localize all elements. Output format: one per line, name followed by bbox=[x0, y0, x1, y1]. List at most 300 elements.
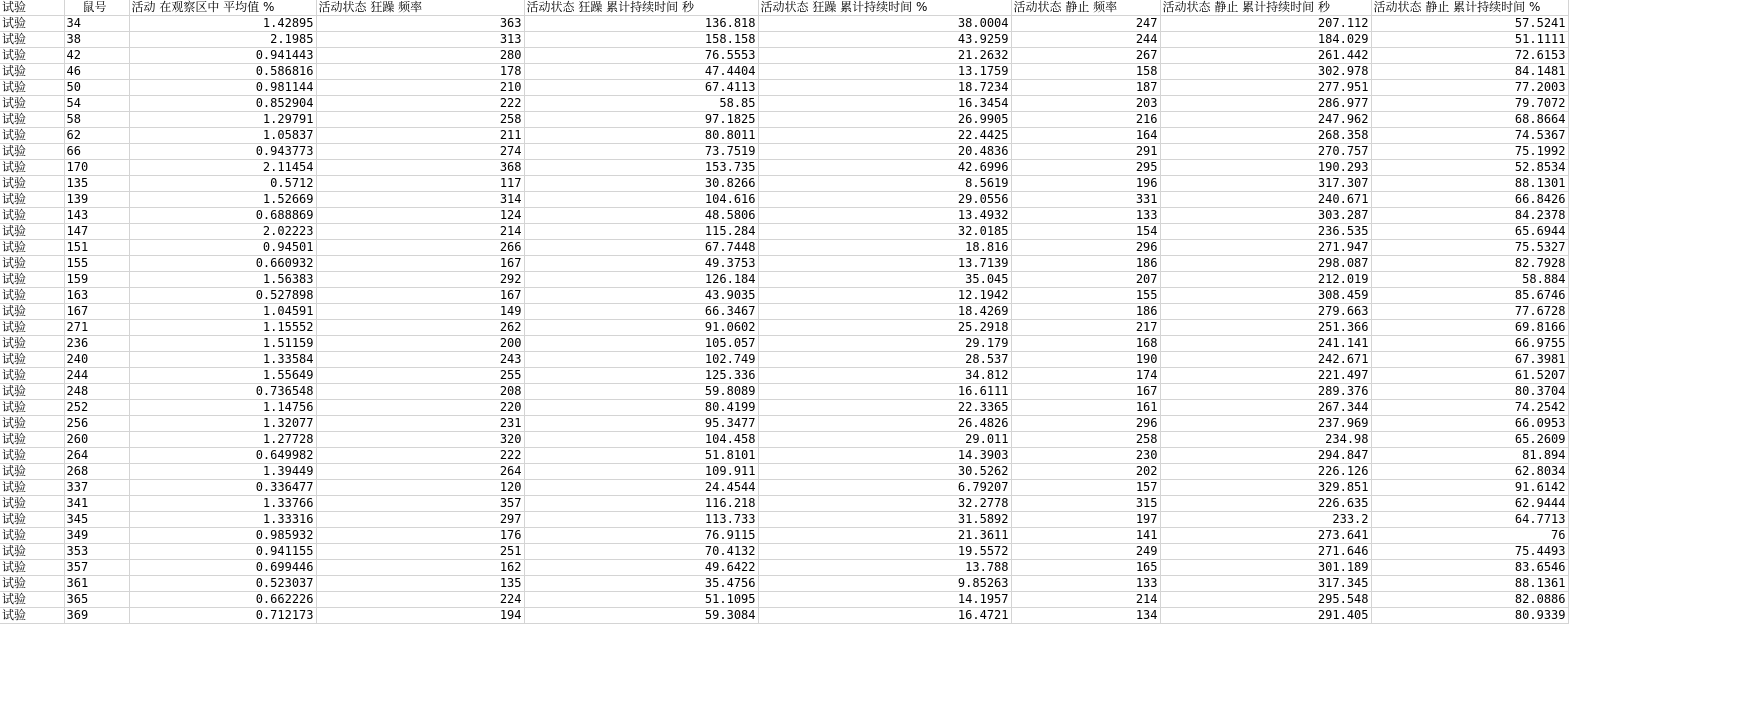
cell-group[interactable]: 试验 bbox=[0, 496, 64, 512]
cell-value[interactable]: 167 bbox=[316, 288, 524, 304]
cell-group[interactable]: 试验 bbox=[0, 16, 64, 32]
cell-mouse-id[interactable] bbox=[64, 240, 129, 256]
cell-value[interactable]: 80.4199 bbox=[524, 400, 758, 416]
cell-value[interactable]: 51.1111 bbox=[1371, 32, 1568, 48]
cell-group[interactable]: 试验 bbox=[0, 64, 64, 80]
cell-value[interactable]: 24.4544 bbox=[524, 480, 758, 496]
cell-value[interactable]: 1.56383 bbox=[129, 272, 316, 288]
cell-value[interactable]: 243 bbox=[316, 352, 524, 368]
cell-mouse-id[interactable] bbox=[64, 384, 129, 400]
cell-value[interactable]: 207.112 bbox=[1160, 16, 1371, 32]
cell-value[interactable]: 211 bbox=[316, 128, 524, 144]
cell-value[interactable]: 126.184 bbox=[524, 272, 758, 288]
cell-value[interactable]: 197 bbox=[1011, 512, 1160, 528]
cell-value[interactable]: 258 bbox=[1011, 432, 1160, 448]
cell-value[interactable]: 280 bbox=[316, 48, 524, 64]
cell-value[interactable]: 214 bbox=[1011, 592, 1160, 608]
cell-value[interactable]: 22.4425 bbox=[758, 128, 1011, 144]
cell-value[interactable]: 42.6996 bbox=[758, 160, 1011, 176]
cell-value[interactable]: 29.011 bbox=[758, 432, 1011, 448]
cell-value[interactable]: 196 bbox=[1011, 176, 1160, 192]
cell-value[interactable]: 75.5327 bbox=[1371, 240, 1568, 256]
cell-mouse-id[interactable] bbox=[64, 464, 129, 480]
cell-value[interactable]: 30.5262 bbox=[758, 464, 1011, 480]
cell-value[interactable]: 291.405 bbox=[1160, 608, 1371, 624]
cell-group[interactable]: 试验 bbox=[0, 384, 64, 400]
cell-value[interactable]: 295 bbox=[1011, 160, 1160, 176]
cell-value[interactable]: 135 bbox=[316, 576, 524, 592]
cell-value[interactable]: 82.7928 bbox=[1371, 256, 1568, 272]
cell-value[interactable]: 216 bbox=[1011, 112, 1160, 128]
cell-value[interactable]: 242.671 bbox=[1160, 352, 1371, 368]
cell-value[interactable]: 158.158 bbox=[524, 32, 758, 48]
cell-value[interactable]: 65.6944 bbox=[1371, 224, 1568, 240]
cell-value[interactable]: 66.3467 bbox=[524, 304, 758, 320]
cell-value[interactable]: 154 bbox=[1011, 224, 1160, 240]
cell-group[interactable]: 试验 bbox=[0, 544, 64, 560]
cell-value[interactable]: 202 bbox=[1011, 464, 1160, 480]
cell-value[interactable]: 178 bbox=[316, 64, 524, 80]
cell-value[interactable]: 262 bbox=[316, 320, 524, 336]
cell-value[interactable]: 1.52669 bbox=[129, 192, 316, 208]
cell-value[interactable]: 190 bbox=[1011, 352, 1160, 368]
cell-value[interactable]: 222 bbox=[316, 96, 524, 112]
cell-value[interactable]: 1.33766 bbox=[129, 496, 316, 512]
cell-mouse-id[interactable] bbox=[64, 144, 129, 160]
cell-value[interactable]: 67.7448 bbox=[524, 240, 758, 256]
cell-value[interactable]: 286.977 bbox=[1160, 96, 1371, 112]
cell-group[interactable]: 试验 bbox=[0, 176, 64, 192]
cell-value[interactable]: 83.6546 bbox=[1371, 560, 1568, 576]
cell-value[interactable]: 224 bbox=[316, 592, 524, 608]
cell-value[interactable]: 220 bbox=[316, 400, 524, 416]
cell-value[interactable]: 1.14756 bbox=[129, 400, 316, 416]
cell-mouse-id[interactable] bbox=[64, 48, 129, 64]
cell-value[interactable]: 18.816 bbox=[758, 240, 1011, 256]
cell-value[interactable]: 75.1992 bbox=[1371, 144, 1568, 160]
cell-value[interactable]: 13.7139 bbox=[758, 256, 1011, 272]
cell-value[interactable]: 165 bbox=[1011, 560, 1160, 576]
cell-value[interactable]: 133 bbox=[1011, 208, 1160, 224]
cell-value[interactable]: 75.4493 bbox=[1371, 544, 1568, 560]
cell-value[interactable]: 234.98 bbox=[1160, 432, 1371, 448]
cell-value[interactable]: 247 bbox=[1011, 16, 1160, 32]
cell-value[interactable]: 296 bbox=[1011, 240, 1160, 256]
cell-group[interactable]: 试验 bbox=[0, 48, 64, 64]
cell-value[interactable]: 297 bbox=[316, 512, 524, 528]
cell-value[interactable]: 295.548 bbox=[1160, 592, 1371, 608]
cell-value[interactable]: 84.2378 bbox=[1371, 208, 1568, 224]
cell-mouse-id[interactable] bbox=[64, 208, 129, 224]
cell-value[interactable]: 258 bbox=[316, 112, 524, 128]
cell-value[interactable]: 279.663 bbox=[1160, 304, 1371, 320]
cell-value[interactable]: 268.358 bbox=[1160, 128, 1371, 144]
cell-value[interactable]: 267 bbox=[1011, 48, 1160, 64]
cell-value[interactable]: 19.5572 bbox=[758, 544, 1011, 560]
cell-group[interactable]: 试验 bbox=[0, 432, 64, 448]
column-header[interactable]: 活动状态 狂躁 累计持续时间 秒 bbox=[524, 0, 758, 16]
cell-value[interactable]: 59.8089 bbox=[524, 384, 758, 400]
cell-value[interactable]: 1.33584 bbox=[129, 352, 316, 368]
cell-value[interactable]: 2.02223 bbox=[129, 224, 316, 240]
cell-group[interactable]: 试验 bbox=[0, 352, 64, 368]
cell-value[interactable]: 308.459 bbox=[1160, 288, 1371, 304]
cell-value[interactable]: 217 bbox=[1011, 320, 1160, 336]
cell-value[interactable]: 58.85 bbox=[524, 96, 758, 112]
cell-value[interactable]: 0.527898 bbox=[129, 288, 316, 304]
cell-value[interactable]: 0.523037 bbox=[129, 576, 316, 592]
cell-value[interactable]: 62.8034 bbox=[1371, 464, 1568, 480]
column-header[interactable]: 试验 bbox=[0, 0, 64, 16]
cell-value[interactable]: 80.9339 bbox=[1371, 608, 1568, 624]
cell-value[interactable]: 266 bbox=[316, 240, 524, 256]
cell-value[interactable]: 298.087 bbox=[1160, 256, 1371, 272]
cell-value[interactable]: 72.6153 bbox=[1371, 48, 1568, 64]
cell-value[interactable]: 66.0953 bbox=[1371, 416, 1568, 432]
cell-value[interactable]: 49.3753 bbox=[524, 256, 758, 272]
cell-group[interactable]: 试验 bbox=[0, 416, 64, 432]
cell-group[interactable]: 试验 bbox=[0, 144, 64, 160]
cell-value[interactable]: 212.019 bbox=[1160, 272, 1371, 288]
cell-value[interactable]: 64.7713 bbox=[1371, 512, 1568, 528]
cell-value[interactable]: 0.649982 bbox=[129, 448, 316, 464]
cell-value[interactable]: 141 bbox=[1011, 528, 1160, 544]
cell-value[interactable]: 167 bbox=[1011, 384, 1160, 400]
cell-value[interactable]: 2.1985 bbox=[129, 32, 316, 48]
cell-value[interactable]: 97.1825 bbox=[524, 112, 758, 128]
cell-value[interactable]: 271.646 bbox=[1160, 544, 1371, 560]
cell-value[interactable]: 52.8534 bbox=[1371, 160, 1568, 176]
cell-group[interactable]: 试验 bbox=[0, 192, 64, 208]
cell-group[interactable]: 试验 bbox=[0, 576, 64, 592]
cell-mouse-id[interactable] bbox=[64, 432, 129, 448]
cell-value[interactable]: 34.812 bbox=[758, 368, 1011, 384]
column-header[interactable]: 活动状态 静止 累计持续时间 秒 bbox=[1160, 0, 1371, 16]
cell-value[interactable]: 244 bbox=[1011, 32, 1160, 48]
cell-value[interactable]: 8.5619 bbox=[758, 176, 1011, 192]
cell-value[interactable]: 368 bbox=[316, 160, 524, 176]
cell-value[interactable]: 0.712173 bbox=[129, 608, 316, 624]
cell-group[interactable]: 试验 bbox=[0, 400, 64, 416]
cell-mouse-id[interactable] bbox=[64, 528, 129, 544]
cell-group[interactable]: 试验 bbox=[0, 128, 64, 144]
cell-value[interactable]: 16.4721 bbox=[758, 608, 1011, 624]
cell-mouse-id[interactable] bbox=[64, 160, 129, 176]
cell-value[interactable]: 26.4826 bbox=[758, 416, 1011, 432]
cell-value[interactable]: 14.3903 bbox=[758, 448, 1011, 464]
cell-value[interactable]: 289.376 bbox=[1160, 384, 1371, 400]
cell-value[interactable]: 113.733 bbox=[524, 512, 758, 528]
cell-value[interactable]: 226.126 bbox=[1160, 464, 1371, 480]
cell-value[interactable]: 62.9444 bbox=[1371, 496, 1568, 512]
cell-value[interactable]: 13.4932 bbox=[758, 208, 1011, 224]
cell-value[interactable]: 0.336477 bbox=[129, 480, 316, 496]
cell-value[interactable]: 363 bbox=[316, 16, 524, 32]
cell-value[interactable]: 51.1095 bbox=[524, 592, 758, 608]
cell-value[interactable]: 66.8426 bbox=[1371, 192, 1568, 208]
cell-value[interactable]: 18.4269 bbox=[758, 304, 1011, 320]
cell-value[interactable]: 91.0602 bbox=[524, 320, 758, 336]
cell-value[interactable]: 68.8664 bbox=[1371, 112, 1568, 128]
cell-value[interactable]: 184.029 bbox=[1160, 32, 1371, 48]
cell-mouse-id[interactable] bbox=[64, 112, 129, 128]
cell-value[interactable]: 0.943773 bbox=[129, 144, 316, 160]
cell-value[interactable]: 155 bbox=[1011, 288, 1160, 304]
cell-value[interactable]: 203 bbox=[1011, 96, 1160, 112]
cell-value[interactable]: 176 bbox=[316, 528, 524, 544]
cell-value[interactable]: 251 bbox=[316, 544, 524, 560]
cell-mouse-id[interactable] bbox=[64, 32, 129, 48]
cell-value[interactable]: 12.1942 bbox=[758, 288, 1011, 304]
cell-mouse-id[interactable] bbox=[64, 320, 129, 336]
cell-group[interactable]: 试验 bbox=[0, 32, 64, 48]
cell-value[interactable]: 51.8101 bbox=[524, 448, 758, 464]
cell-value[interactable]: 14.1957 bbox=[758, 592, 1011, 608]
cell-value[interactable]: 1.51159 bbox=[129, 336, 316, 352]
cell-value[interactable]: 47.4404 bbox=[524, 64, 758, 80]
cell-value[interactable]: 313 bbox=[316, 32, 524, 48]
cell-group[interactable]: 试验 bbox=[0, 560, 64, 576]
cell-value[interactable]: 88.1301 bbox=[1371, 176, 1568, 192]
cell-value[interactable]: 0.941443 bbox=[129, 48, 316, 64]
cell-value[interactable]: 91.6142 bbox=[1371, 480, 1568, 496]
cell-value[interactable]: 190.293 bbox=[1160, 160, 1371, 176]
cell-value[interactable]: 315 bbox=[1011, 496, 1160, 512]
cell-value[interactable]: 200 bbox=[316, 336, 524, 352]
cell-value[interactable]: 59.3084 bbox=[524, 608, 758, 624]
cell-value[interactable]: 115.284 bbox=[524, 224, 758, 240]
cell-value[interactable]: 0.736548 bbox=[129, 384, 316, 400]
cell-value[interactable]: 296 bbox=[1011, 416, 1160, 432]
cell-value[interactable]: 174 bbox=[1011, 368, 1160, 384]
cell-value[interactable]: 104.616 bbox=[524, 192, 758, 208]
cell-value[interactable]: 102.749 bbox=[524, 352, 758, 368]
cell-value[interactable]: 84.1481 bbox=[1371, 64, 1568, 80]
cell-value[interactable]: 65.2609 bbox=[1371, 432, 1568, 448]
cell-value[interactable]: 70.4132 bbox=[524, 544, 758, 560]
cell-value[interactable]: 317.345 bbox=[1160, 576, 1371, 592]
cell-value[interactable]: 162 bbox=[316, 560, 524, 576]
cell-value[interactable]: 13.788 bbox=[758, 560, 1011, 576]
cell-value[interactable]: 77.6728 bbox=[1371, 304, 1568, 320]
cell-mouse-id[interactable] bbox=[64, 512, 129, 528]
cell-value[interactable]: 134 bbox=[1011, 608, 1160, 624]
cell-value[interactable]: 1.33316 bbox=[129, 512, 316, 528]
cell-value[interactable]: 221.497 bbox=[1160, 368, 1371, 384]
cell-value[interactable]: 116.218 bbox=[524, 496, 758, 512]
cell-value[interactable]: 277.951 bbox=[1160, 80, 1371, 96]
cell-value[interactable]: 187 bbox=[1011, 80, 1160, 96]
cell-value[interactable]: 136.818 bbox=[524, 16, 758, 32]
cell-value[interactable]: 80.8011 bbox=[524, 128, 758, 144]
cell-mouse-id[interactable] bbox=[64, 544, 129, 560]
cell-value[interactable]: 0.586816 bbox=[129, 64, 316, 80]
cell-value[interactable]: 271.947 bbox=[1160, 240, 1371, 256]
cell-value[interactable]: 226.635 bbox=[1160, 496, 1371, 512]
cell-value[interactable]: 25.2918 bbox=[758, 320, 1011, 336]
cell-value[interactable]: 231 bbox=[316, 416, 524, 432]
cell-mouse-id[interactable] bbox=[64, 256, 129, 272]
cell-value[interactable]: 292 bbox=[316, 272, 524, 288]
cell-mouse-id[interactable] bbox=[64, 560, 129, 576]
cell-value[interactable]: 0.662226 bbox=[129, 592, 316, 608]
cell-value[interactable]: 74.2542 bbox=[1371, 400, 1568, 416]
cell-value[interactable]: 58.884 bbox=[1371, 272, 1568, 288]
cell-value[interactable]: 294.847 bbox=[1160, 448, 1371, 464]
cell-value[interactable]: 230 bbox=[1011, 448, 1160, 464]
cell-mouse-id[interactable] bbox=[64, 352, 129, 368]
cell-value[interactable]: 124 bbox=[316, 208, 524, 224]
cell-value[interactable]: 233.2 bbox=[1160, 512, 1371, 528]
cell-value[interactable]: 95.3477 bbox=[524, 416, 758, 432]
cell-value[interactable]: 161 bbox=[1011, 400, 1160, 416]
cell-value[interactable]: 1.04591 bbox=[129, 304, 316, 320]
cell-value[interactable]: 1.55649 bbox=[129, 368, 316, 384]
cell-value[interactable]: 2.11454 bbox=[129, 160, 316, 176]
cell-value[interactable]: 76.9115 bbox=[524, 528, 758, 544]
cell-value[interactable]: 210 bbox=[316, 80, 524, 96]
cell-value[interactable]: 153.735 bbox=[524, 160, 758, 176]
cell-value[interactable]: 88.1361 bbox=[1371, 576, 1568, 592]
cell-value[interactable]: 1.39449 bbox=[129, 464, 316, 480]
cell-value[interactable]: 9.85263 bbox=[758, 576, 1011, 592]
cell-value[interactable]: 149 bbox=[316, 304, 524, 320]
cell-value[interactable]: 314 bbox=[316, 192, 524, 208]
cell-value[interactable]: 48.5806 bbox=[524, 208, 758, 224]
cell-value[interactable]: 0.985932 bbox=[129, 528, 316, 544]
cell-value[interactable]: 81.894 bbox=[1371, 448, 1568, 464]
cell-value[interactable]: 303.287 bbox=[1160, 208, 1371, 224]
cell-value[interactable]: 186 bbox=[1011, 256, 1160, 272]
cell-value[interactable]: 236.535 bbox=[1160, 224, 1371, 240]
cell-value[interactable]: 109.911 bbox=[524, 464, 758, 480]
cell-group[interactable]: 试验 bbox=[0, 592, 64, 608]
cell-value[interactable]: 214 bbox=[316, 224, 524, 240]
cell-value[interactable]: 357 bbox=[316, 496, 524, 512]
cell-value[interactable]: 222 bbox=[316, 448, 524, 464]
cell-group[interactable]: 试验 bbox=[0, 304, 64, 320]
cell-value[interactable]: 13.1759 bbox=[758, 64, 1011, 80]
cell-value[interactable]: 73.7519 bbox=[524, 144, 758, 160]
cell-value[interactable]: 157 bbox=[1011, 480, 1160, 496]
cell-value[interactable]: 35.045 bbox=[758, 272, 1011, 288]
cell-value[interactable]: 21.3611 bbox=[758, 528, 1011, 544]
cell-value[interactable]: 1.32077 bbox=[129, 416, 316, 432]
cell-group[interactable]: 试验 bbox=[0, 208, 64, 224]
cell-value[interactable]: 1.27728 bbox=[129, 432, 316, 448]
cell-value[interactable]: 267.344 bbox=[1160, 400, 1371, 416]
cell-value[interactable]: 16.3454 bbox=[758, 96, 1011, 112]
column-header[interactable]: 鼠号 bbox=[64, 0, 129, 16]
cell-group[interactable]: 试验 bbox=[0, 480, 64, 496]
cell-value[interactable]: 1.05837 bbox=[129, 128, 316, 144]
cell-value[interactable]: 104.458 bbox=[524, 432, 758, 448]
cell-value[interactable]: 82.0886 bbox=[1371, 592, 1568, 608]
cell-group[interactable]: 试验 bbox=[0, 272, 64, 288]
cell-value[interactable]: 0.852904 bbox=[129, 96, 316, 112]
cell-value[interactable]: 274 bbox=[316, 144, 524, 160]
cell-group[interactable]: 试验 bbox=[0, 80, 64, 96]
cell-group[interactable]: 试验 bbox=[0, 512, 64, 528]
cell-value[interactable]: 125.336 bbox=[524, 368, 758, 384]
cell-value[interactable]: 21.2632 bbox=[758, 48, 1011, 64]
cell-value[interactable]: 69.8166 bbox=[1371, 320, 1568, 336]
cell-value[interactable]: 85.6746 bbox=[1371, 288, 1568, 304]
cell-value[interactable]: 31.5892 bbox=[758, 512, 1011, 528]
cell-value[interactable]: 0.5712 bbox=[129, 176, 316, 192]
cell-value[interactable]: 61.5207 bbox=[1371, 368, 1568, 384]
cell-value[interactable]: 1.42895 bbox=[129, 16, 316, 32]
cell-group[interactable]: 试验 bbox=[0, 288, 64, 304]
column-header[interactable]: 活动状态 静止 频率 bbox=[1011, 0, 1160, 16]
cell-value[interactable]: 329.851 bbox=[1160, 480, 1371, 496]
cell-group[interactable]: 试验 bbox=[0, 336, 64, 352]
cell-value[interactable]: 6.79207 bbox=[758, 480, 1011, 496]
cell-mouse-id[interactable] bbox=[64, 368, 129, 384]
cell-value[interactable]: 29.0556 bbox=[758, 192, 1011, 208]
cell-value[interactable]: 0.941155 bbox=[129, 544, 316, 560]
cell-value[interactable]: 29.179 bbox=[758, 336, 1011, 352]
cell-value[interactable]: 167 bbox=[316, 256, 524, 272]
cell-value[interactable]: 57.5241 bbox=[1371, 16, 1568, 32]
cell-group[interactable]: 试验 bbox=[0, 528, 64, 544]
cell-value[interactable]: 261.442 bbox=[1160, 48, 1371, 64]
cell-value[interactable]: 77.2003 bbox=[1371, 80, 1568, 96]
cell-value[interactable]: 66.9755 bbox=[1371, 336, 1568, 352]
cell-value[interactable]: 76 bbox=[1371, 528, 1568, 544]
cell-mouse-id[interactable] bbox=[64, 480, 129, 496]
cell-group[interactable]: 试验 bbox=[0, 448, 64, 464]
cell-value[interactable]: 186 bbox=[1011, 304, 1160, 320]
cell-value[interactable]: 1.15552 bbox=[129, 320, 316, 336]
cell-value[interactable]: 80.3704 bbox=[1371, 384, 1568, 400]
cell-mouse-id[interactable] bbox=[64, 592, 129, 608]
cell-value[interactable]: 28.537 bbox=[758, 352, 1011, 368]
cell-value[interactable]: 255 bbox=[316, 368, 524, 384]
cell-value[interactable]: 43.9259 bbox=[758, 32, 1011, 48]
cell-value[interactable]: 49.6422 bbox=[524, 560, 758, 576]
cell-mouse-id[interactable] bbox=[64, 416, 129, 432]
cell-value[interactable]: 0.660932 bbox=[129, 256, 316, 272]
cell-value[interactable]: 26.9905 bbox=[758, 112, 1011, 128]
cell-value[interactable]: 30.8266 bbox=[524, 176, 758, 192]
cell-value[interactable]: 16.6111 bbox=[758, 384, 1011, 400]
cell-value[interactable]: 18.7234 bbox=[758, 80, 1011, 96]
cell-group[interactable]: 试验 bbox=[0, 240, 64, 256]
cell-mouse-id[interactable] bbox=[64, 336, 129, 352]
cell-value[interactable]: 105.057 bbox=[524, 336, 758, 352]
cell-value[interactable]: 241.141 bbox=[1160, 336, 1371, 352]
cell-mouse-id[interactable] bbox=[64, 16, 129, 32]
cell-value[interactable]: 120 bbox=[316, 480, 524, 496]
cell-mouse-id[interactable] bbox=[64, 96, 129, 112]
cell-value[interactable]: 0.699446 bbox=[129, 560, 316, 576]
cell-group[interactable]: 试验 bbox=[0, 96, 64, 112]
cell-value[interactable]: 67.3981 bbox=[1371, 352, 1568, 368]
cell-mouse-id[interactable] bbox=[64, 176, 129, 192]
cell-mouse-id[interactable] bbox=[64, 448, 129, 464]
cell-mouse-id[interactable] bbox=[64, 128, 129, 144]
cell-value[interactable]: 273.641 bbox=[1160, 528, 1371, 544]
cell-value[interactable]: 0.688869 bbox=[129, 208, 316, 224]
cell-value[interactable]: 264 bbox=[316, 464, 524, 480]
cell-value[interactable]: 35.4756 bbox=[524, 576, 758, 592]
cell-value[interactable]: 20.4836 bbox=[758, 144, 1011, 160]
cell-value[interactable]: 247.962 bbox=[1160, 112, 1371, 128]
cell-mouse-id[interactable] bbox=[64, 192, 129, 208]
cell-group[interactable]: 试验 bbox=[0, 320, 64, 336]
cell-mouse-id[interactable] bbox=[64, 224, 129, 240]
